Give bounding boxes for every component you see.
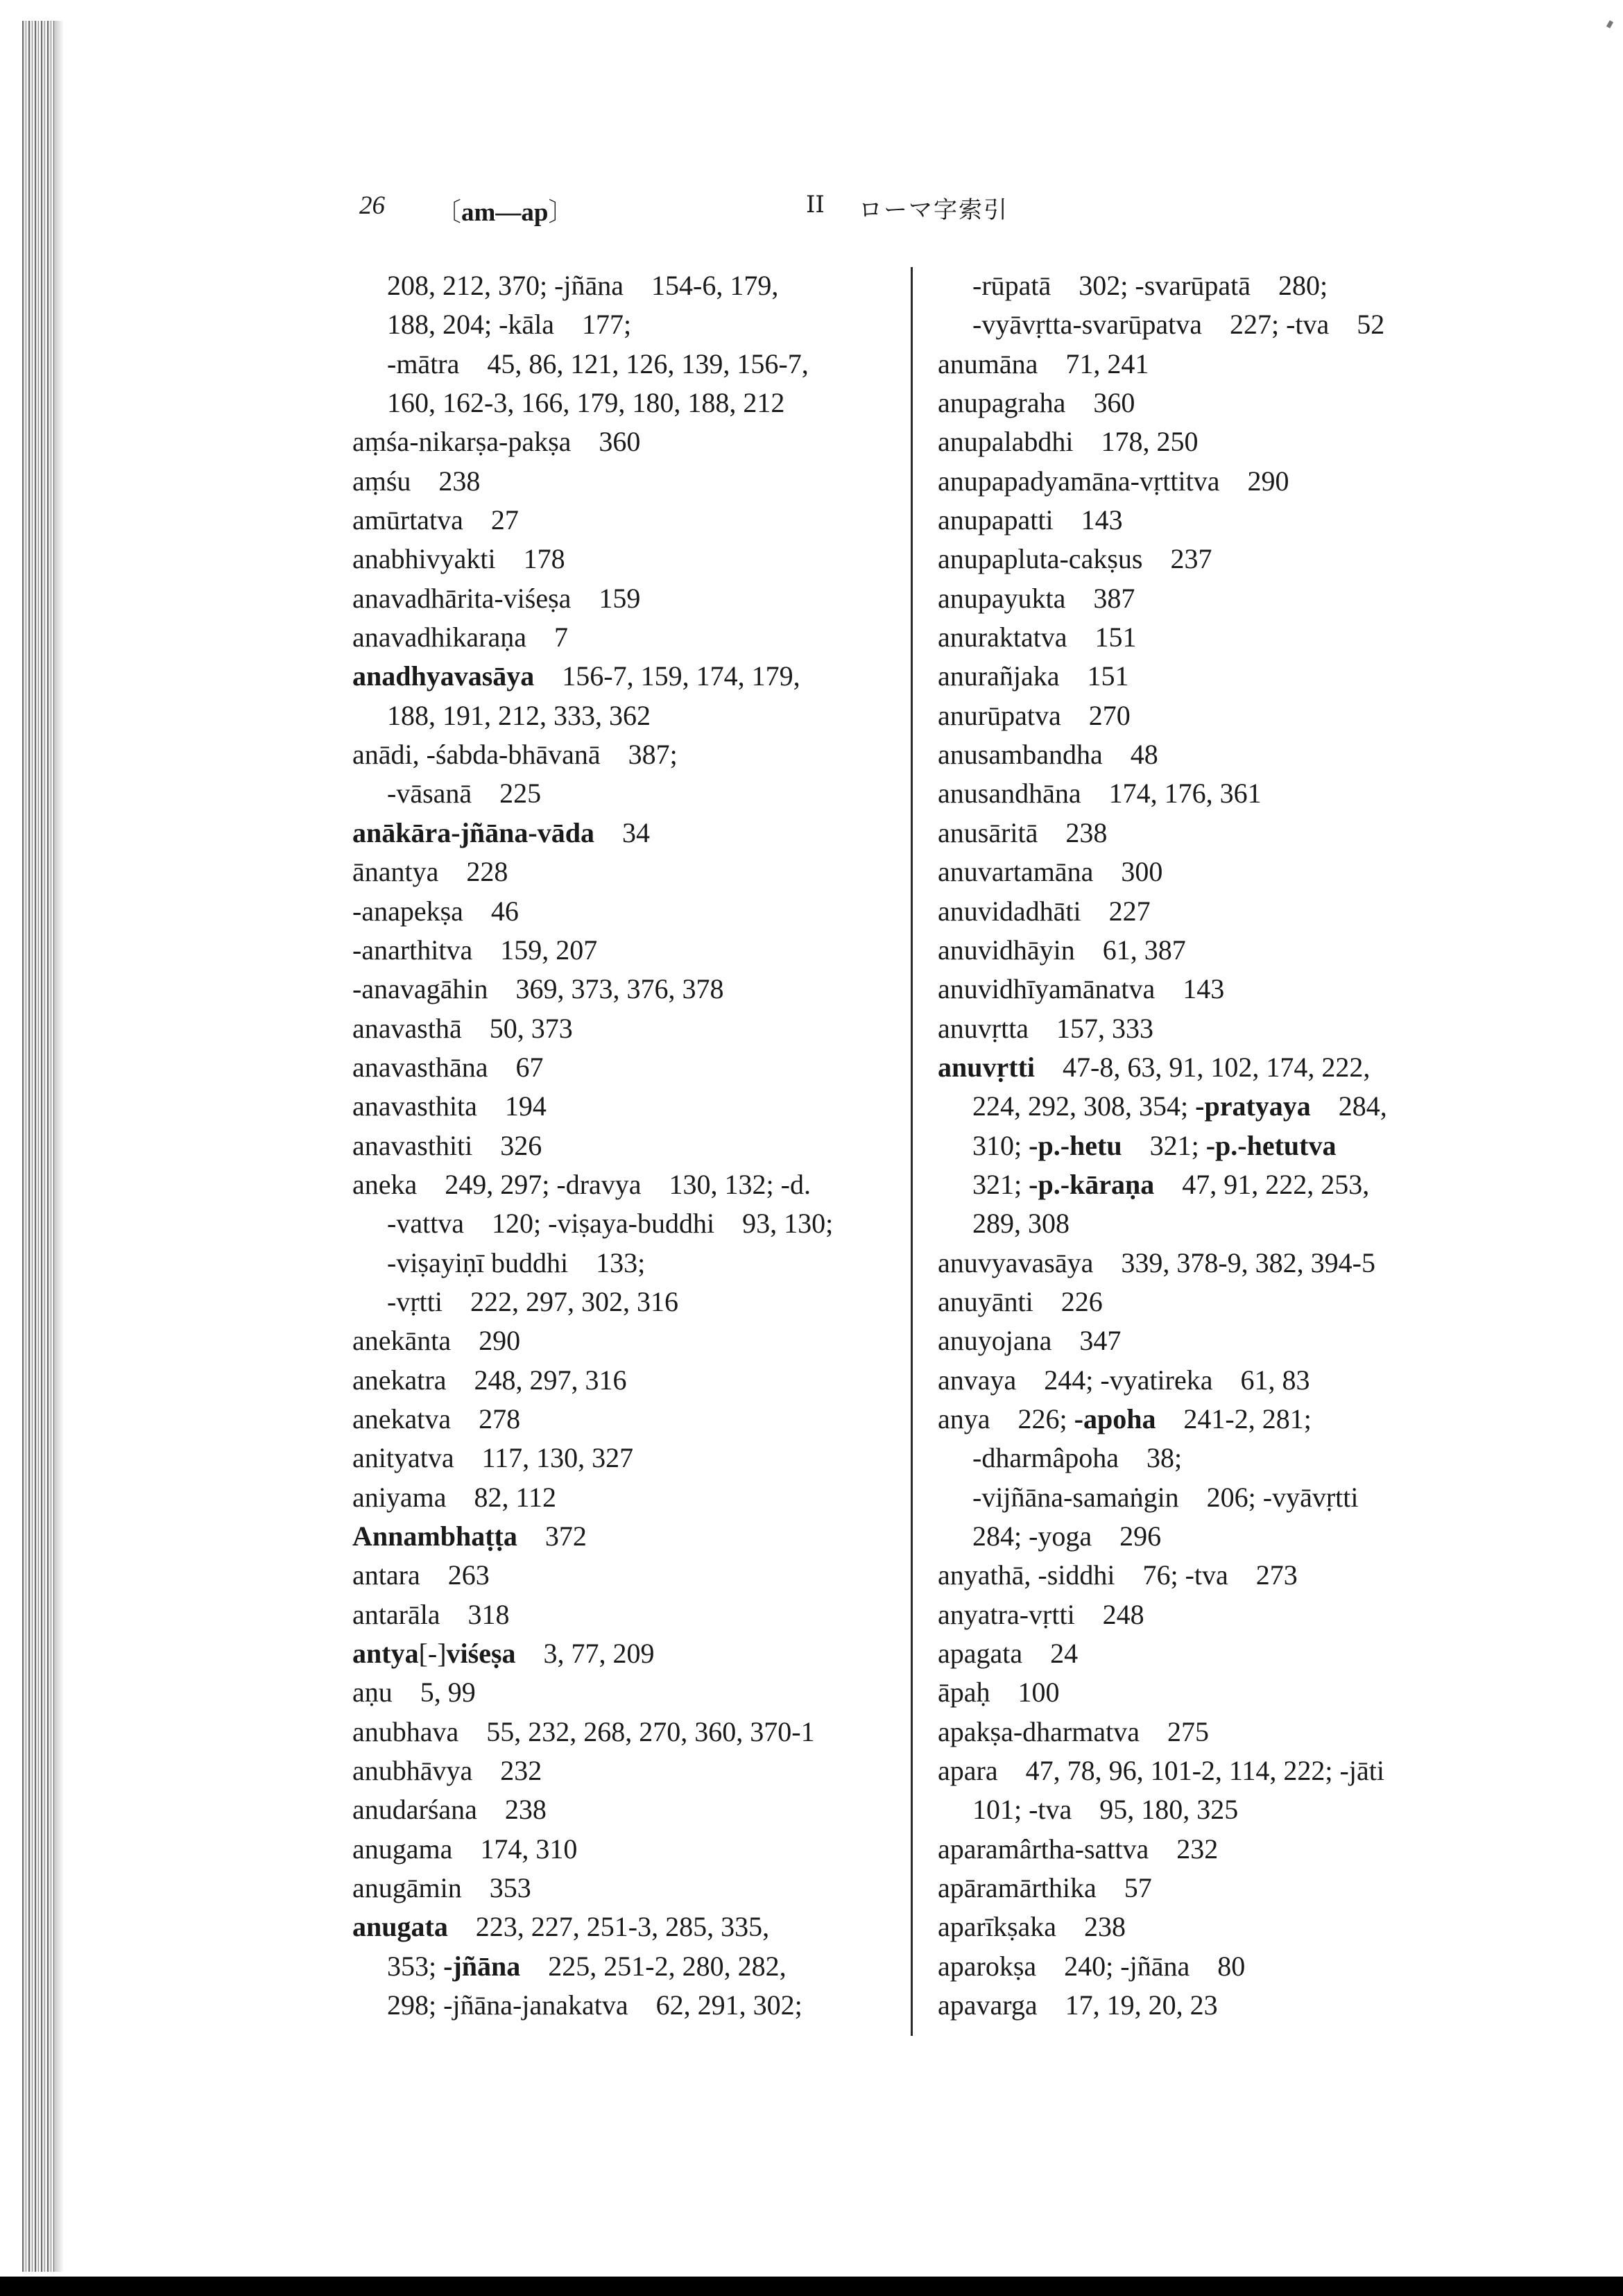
index-line: anubhava 55, 232, 268, 270, 360, 370-1 bbox=[352, 1715, 815, 1747]
index-line: 208, 212, 370; -jñāna 154-6, 179, bbox=[387, 270, 779, 301]
index-line: aniyama 82, 112 bbox=[352, 1481, 557, 1513]
index-line: anuyojana 347 bbox=[938, 1325, 1122, 1357]
index-line: anusandhāna 174, 176, 361 bbox=[938, 778, 1262, 809]
index-line: 310; -p.-hetu 321; -p.-hetutva bbox=[972, 1129, 1337, 1161]
index-line: anusambandha 48 bbox=[938, 739, 1158, 771]
index-line: anupalabdhi 178, 250 bbox=[938, 426, 1199, 458]
index-line: anadhyavasāya 156-7, 159, 174, 179, bbox=[352, 660, 800, 692]
index-line: anyathā, -siddhi 76; -tva 273 bbox=[938, 1559, 1298, 1591]
index-line: aparīkṣaka 238 bbox=[938, 1911, 1126, 1943]
index-line: 298; -jñāna-janakatva 62, 291, 302; bbox=[387, 1989, 802, 2021]
index-line: aṃśu 238 bbox=[352, 465, 481, 497]
index-line: -vṛtti 222, 297, 302, 316 bbox=[387, 1285, 678, 1317]
index-line: anuvidhīyamānatva 143 bbox=[938, 973, 1225, 1005]
index-line: ānantya 228 bbox=[352, 856, 508, 888]
index-line: anuvidhāyin 61, 387 bbox=[938, 934, 1186, 966]
index-line: anurañjaka 151 bbox=[938, 660, 1129, 692]
index-line: āpaḥ 100 bbox=[938, 1677, 1060, 1708]
entry-range bbox=[436, 191, 574, 228]
book-spine-binding bbox=[22, 21, 54, 2272]
index-line: -vāsanā 225 bbox=[387, 778, 542, 809]
index-line: 284; -yoga 296 bbox=[972, 1520, 1162, 1552]
index-line: 101; -tva 95, 180, 325 bbox=[972, 1794, 1239, 1826]
index-line: apagata 24 bbox=[938, 1638, 1079, 1670]
index-line: aparokṣa 240; -jñāna 80 bbox=[938, 1950, 1246, 1982]
index-line: anuvṛtti 47-8, 63, 91, 102, 174, 222, bbox=[938, 1051, 1371, 1083]
range-bracket-open: 〔 bbox=[436, 198, 461, 227]
index-line: antya[-]viśeṣa 3, 77, 209 bbox=[352, 1638, 655, 1670]
index-line: anurūpatva 270 bbox=[938, 699, 1131, 731]
index-line: apāramārthika 57 bbox=[938, 1872, 1152, 1904]
index-line: anya 226; -apoha 241-2, 281; bbox=[938, 1403, 1312, 1434]
index-line: anvaya 244; -vyatireka 61, 83 bbox=[938, 1364, 1310, 1396]
index-line: -viṣayiṇī buddhi 133; bbox=[387, 1246, 646, 1278]
index-line: amūrtatva 27 bbox=[352, 504, 519, 536]
corner-mark bbox=[1606, 20, 1613, 28]
index-line: -anarthitva 159, 207 bbox=[352, 934, 598, 966]
index-line: apara 47, 78, 96, 101-2, 114, 222; -jāti bbox=[938, 1755, 1384, 1787]
index-line: anusāritā 238 bbox=[938, 816, 1108, 848]
index-line: anupapadyamāna-vṛttitva 290 bbox=[938, 465, 1289, 497]
index-line: anekatva 278 bbox=[352, 1403, 521, 1434]
range-bracket-close: 〕 bbox=[548, 198, 574, 227]
index-line: anuvṛtta 157, 333 bbox=[938, 1012, 1154, 1044]
index-line: antara 263 bbox=[352, 1559, 490, 1591]
index-line: 321; -p.-kāraṇa 47, 91, 222, 253, bbox=[972, 1168, 1370, 1200]
index-line: anyatra-vṛtti 248 bbox=[938, 1598, 1144, 1630]
index-line: -vyāvṛtta-svarūpatva 227; -tva 52 bbox=[972, 309, 1385, 341]
index-line: 188, 204; -kāla 177; bbox=[387, 309, 632, 341]
index-line: anuyānti 226 bbox=[938, 1285, 1103, 1317]
spine-shadow bbox=[54, 21, 64, 2272]
index-line: anavasthāna 67 bbox=[352, 1051, 544, 1083]
index-column-right bbox=[938, 266, 1520, 2025]
index-line: anubhāvya 232 bbox=[352, 1755, 542, 1787]
index-line: anityatva 117, 130, 327 bbox=[352, 1442, 634, 1474]
index-line: -dharmâpoha 38; bbox=[972, 1442, 1183, 1474]
index-line: anavadhikaraṇa 7 bbox=[352, 622, 568, 653]
scan-bottom-edge bbox=[0, 2277, 1623, 2296]
index-line: 160, 162-3, 166, 179, 180, 188, 212 bbox=[387, 387, 785, 419]
index-line: anādi, -śabda-bhāvanā 387; bbox=[352, 739, 678, 771]
index-line: anavasthiti 326 bbox=[352, 1129, 542, 1161]
index-title: ローマ字索引 bbox=[859, 196, 1008, 224]
index-line: 188, 191, 212, 333, 362 bbox=[387, 699, 651, 731]
index-line: anuraktatva 151 bbox=[938, 622, 1137, 653]
index-line: -anavagāhin 369, 373, 376, 378 bbox=[352, 973, 724, 1005]
index-line: anupapluta-cakṣus 237 bbox=[938, 543, 1212, 575]
index-line: aparamârtha-sattva 232 bbox=[938, 1833, 1219, 1865]
index-line: anabhivyakti 178 bbox=[352, 543, 565, 575]
index-line: anavadhārita-viśeṣa 159 bbox=[352, 582, 641, 614]
index-line: anekānta 290 bbox=[352, 1325, 521, 1357]
index-line: antarāla 318 bbox=[352, 1598, 510, 1630]
index-line: anupayukta 387 bbox=[938, 582, 1135, 614]
section-number: II bbox=[806, 191, 825, 219]
index-line: anugama 174, 310 bbox=[352, 1833, 578, 1865]
page-number: 26 bbox=[359, 191, 385, 220]
index-line: anākāra-jñāna-vāda 34 bbox=[352, 816, 650, 848]
index-line: aṃśa-nikarṣa-pakṣa 360 bbox=[352, 426, 641, 458]
index-line: anugata 223, 227, 251-3, 285, 335, bbox=[352, 1911, 770, 1943]
running-header bbox=[0, 191, 1623, 232]
index-column-left bbox=[352, 266, 935, 2025]
index-line: -mātra 45, 86, 121, 126, 139, 156-7, bbox=[387, 348, 809, 379]
index-line: anuvartamāna 300 bbox=[938, 856, 1163, 888]
index-line: 289, 308 bbox=[972, 1208, 1070, 1240]
index-line: anavasthita 194 bbox=[352, 1090, 547, 1122]
index-line: anupagraha 360 bbox=[938, 387, 1135, 419]
index-line: anupapatti 143 bbox=[938, 504, 1123, 536]
index-line: 353; -jñāna 225, 251-2, 280, 282, bbox=[387, 1950, 787, 1982]
index-line: anuvidadhāti 227 bbox=[938, 895, 1151, 927]
index-line: anudarśana 238 bbox=[352, 1794, 547, 1826]
index-line: -rūpatā 302; -svarūpatā 280; bbox=[972, 270, 1328, 301]
index-line: anugāmin 353 bbox=[352, 1872, 531, 1904]
index-line: -vijñāna-samaṅgin 206; -vyāvṛtti bbox=[972, 1481, 1359, 1513]
index-line: anavasthā 50, 373 bbox=[352, 1012, 573, 1044]
index-line: apakṣa-dharmatva 275 bbox=[938, 1715, 1209, 1747]
index-line: Annambhaṭṭa 372 bbox=[352, 1520, 587, 1552]
range-text: am—ap bbox=[461, 198, 549, 227]
index-line: anekatra 248, 297, 316 bbox=[352, 1364, 627, 1396]
index-line: anuvyavasāya 339, 378-9, 382, 394-5 bbox=[938, 1246, 1375, 1278]
index-line: aneka 249, 297; -dravya 130, 132; -d. bbox=[352, 1168, 811, 1200]
index-line: aṇu 5, 99 bbox=[352, 1677, 476, 1708]
index-line: -anapekṣa 46 bbox=[352, 895, 519, 927]
index-line: -vattva 120; -viṣaya-buddhi 93, 130; bbox=[387, 1208, 834, 1240]
index-line: apavarga 17, 19, 20, 23 bbox=[938, 1989, 1218, 2021]
index-line: 224, 292, 308, 354; -pratyaya 284, bbox=[972, 1090, 1387, 1122]
index-line: anumāna 71, 241 bbox=[938, 348, 1149, 379]
